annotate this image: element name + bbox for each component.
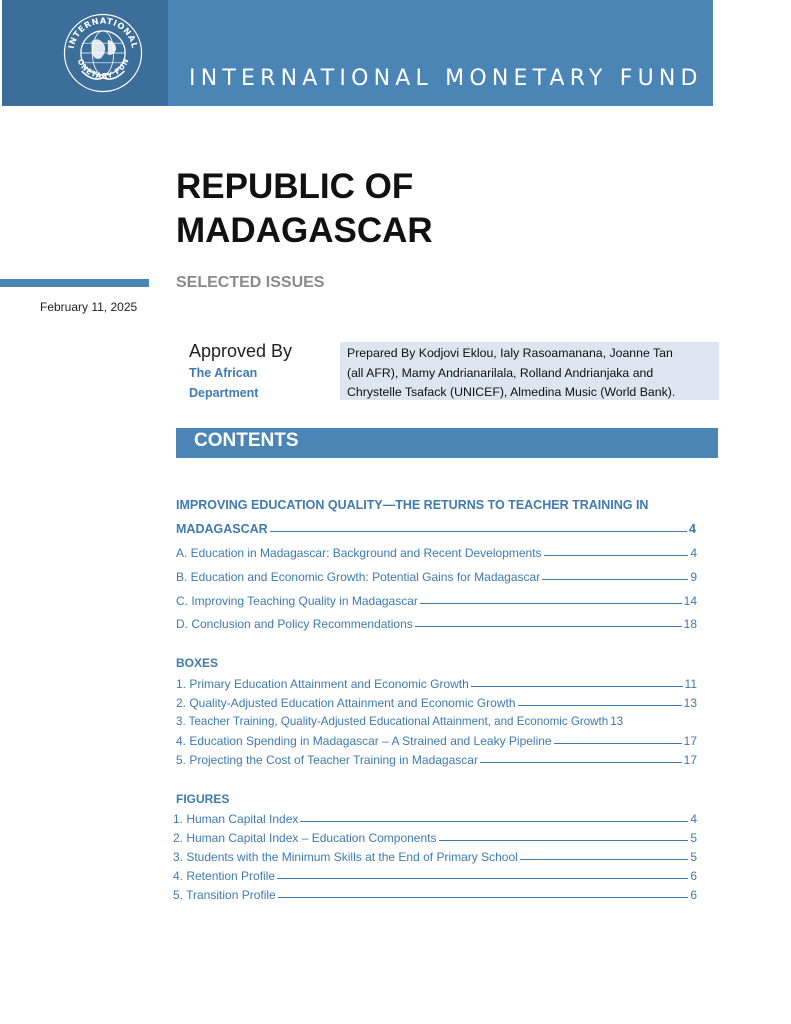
toc-entry-label: D. Conclusion and Policy Recommendations — [176, 617, 413, 631]
toc-section-entry[interactable] — [176, 617, 697, 631]
toc-box-entry[interactable] — [176, 715, 697, 728]
leader-line — [278, 897, 689, 898]
leader-line — [542, 579, 688, 580]
toc-entry-label: 4. Retention Profile — [173, 869, 276, 883]
toc-entry-label: 4. Education Spending in Madagascar – A Strained and Leaky Pipeline — [176, 734, 552, 748]
toc-page-number: 5 — [690, 831, 697, 845]
contents-title: CONTENTS — [194, 430, 299, 451]
toc-section-entry[interactable] — [176, 570, 697, 584]
seal-text: INTERNATIONAL — [65, 15, 141, 50]
figures-heading: FIGURES — [176, 792, 230, 806]
leader-line — [480, 762, 682, 763]
date-accent-bar — [0, 279, 149, 287]
toc-entry-label: 3. Students with the Minimum Skills at the End of Primary School — [173, 850, 518, 864]
toc-entry-label: 1. Primary Education Attainment and Economic Growth — [176, 677, 469, 691]
toc-entry-label: 5. Transition Profile — [173, 888, 276, 902]
toc-figure-entry[interactable] — [173, 812, 697, 826]
dept-line-1: The African — [189, 366, 258, 380]
leader-line — [415, 626, 682, 627]
approving-department — [189, 363, 258, 403]
toc-box-entry[interactable] — [176, 734, 697, 748]
title-line-2: MADAGASCAR — [176, 211, 433, 250]
leader-line — [471, 686, 683, 687]
leader-line — [518, 705, 682, 706]
toc-chapter-entry[interactable] — [176, 522, 696, 536]
toc-entry-label: B. Education and Economic Growth: Potential Gains for Madagascar — [176, 570, 541, 584]
toc-page-number: 13 — [610, 715, 624, 728]
toc-page-number: 4 — [689, 522, 696, 536]
toc-entry-label: 3. Teacher Training, Quality-Adjusted Educational Attainment, and Economic Growth — [176, 715, 609, 728]
title-line-1: REPUBLIC OF — [176, 167, 414, 206]
leader-line — [270, 531, 687, 532]
prepared-line-3: Chrystelle Tsafack (UNICEF), Almedina Music (World Bank). — [347, 385, 676, 399]
toc-page-number: 18 — [683, 617, 697, 631]
toc-chapter-label: MADAGASCAR — [176, 522, 268, 536]
leader-line — [554, 743, 682, 744]
toc-page-number: 13 — [683, 696, 697, 710]
report-date: February 11, 2025 — [40, 300, 138, 314]
page-title — [176, 165, 433, 253]
contents-header — [176, 428, 718, 458]
toc-figure-entry[interactable] — [173, 888, 697, 902]
toc-box-entry[interactable] — [176, 677, 697, 691]
leader-line — [420, 603, 682, 604]
report-subtitle: SELECTED ISSUES — [176, 274, 325, 291]
prepared-by-box — [340, 342, 719, 400]
approved-by-label: Approved By — [189, 341, 293, 361]
toc-entry-label: 2. Quality-Adjusted Education Attainment and Economic Growth — [176, 696, 516, 710]
toc-entry-label: C. Improving Teaching Quality in Madagascar — [176, 594, 418, 608]
toc-page-number: 6 — [690, 869, 697, 883]
boxes-heading: BOXES — [176, 656, 219, 670]
toc-page-number: 4 — [690, 812, 697, 826]
imf-seal-icon — [62, 12, 144, 94]
prepared-line-1: Prepared By Kodjovi Eklou, Ialy Rasoamanana, Joanne Tan — [347, 346, 673, 360]
toc-box-entry[interactable] — [176, 696, 697, 710]
leader-line — [439, 840, 689, 841]
toc-page-number: 9 — [690, 570, 697, 584]
toc-page-number: 17 — [683, 734, 697, 748]
prepared-line-2: (all AFR), Mamy Andrianarilala, Rolland Andrianjaka and — [347, 365, 654, 380]
toc-chapter-title[interactable]: IMPROVING EDUCATION QUALITY—THE RETURNS TO TEACHER TRAINING IN — [176, 498, 649, 512]
dept-line-2: Department — [189, 386, 259, 400]
organization-name: INTERNATIONAL MONETARY FUND — [189, 66, 703, 91]
leader-line — [520, 859, 689, 860]
toc-figure-entry[interactable] — [173, 869, 697, 883]
logo-box — [2, 0, 168, 106]
toc-entry-label: 5. Projecting the Cost of Teacher Training in Madagascar — [176, 753, 478, 767]
leader-line — [277, 878, 688, 879]
toc-entry-label: 1. Human Capital Index — [173, 812, 299, 826]
toc-page-number: 17 — [683, 753, 697, 767]
toc-entry-label: A. Education in Madagascar: Background and Recent Developments — [176, 546, 542, 560]
toc-box-entry[interactable] — [176, 753, 697, 767]
toc-page-number: 6 — [690, 888, 697, 902]
toc-figure-entry[interactable] — [173, 831, 697, 845]
toc-section-entry[interactable] — [176, 546, 697, 560]
toc-page-number: 5 — [690, 850, 697, 864]
toc-figure-entry[interactable] — [173, 850, 697, 864]
seal-text-bottom: ONETARY FUN — [75, 56, 131, 81]
toc-page-number: 14 — [683, 594, 697, 608]
toc-page-number: 11 — [684, 677, 697, 691]
toc-entry-label: 2. Human Capital Index – Education Components — [173, 831, 437, 845]
leader-line — [544, 555, 689, 556]
leader-line — [300, 821, 688, 822]
toc-page-number: 4 — [690, 546, 697, 560]
toc-section-entry[interactable] — [176, 594, 697, 608]
